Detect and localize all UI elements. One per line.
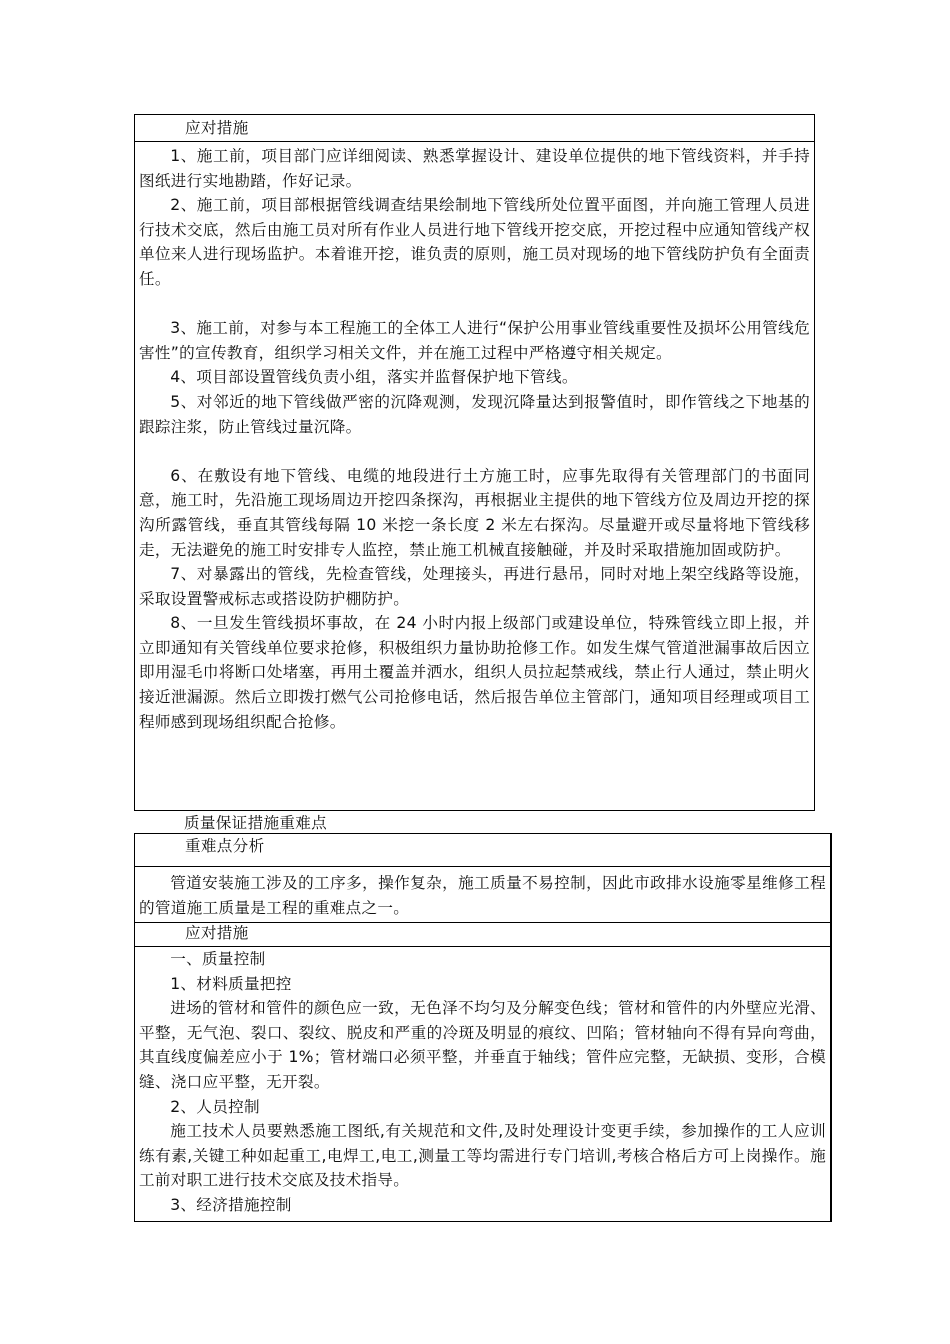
quality-title: 一、质量控制 <box>170 950 266 968</box>
section-header: 应对措施 <box>185 119 249 137</box>
material-title: 1、材料质量把控 <box>170 974 292 993</box>
personnel-text: 施工技术人员要熟悉施工图纸,有关规范和文件,及时处理设计变更手续，参加操作的工人应训练有素,关键工种如起重工,电焊工,电工,测量工等均需进行专门培训,考核合格后方可上岗操作。施工前对职工进行技术交底及技术指导。 <box>139 1122 826 1190</box>
personnel-title: 2、人员控制 <box>170 1097 260 1116</box>
measure-item-2: 2、施工前，项目部根据管线调查结果绘制地下管线所处位置平面图，并向施工管理人员进行技术交底，然后由施工员对所有作业人员进行地下管线开挖交底，开挖过程中应通知管线产权单位来人进行现场监护。本着谁开挖，谁负责的原则，施工员对现场的地下管线防护负有全面责任。 <box>139 196 810 288</box>
measure-item-5: 5、对邻近的地下管线做严密的沉降观测，发现沉降量达到报警值时，即作管线之下地基的跟踪注浆，防止管线过量沉降。 <box>139 392 810 436</box>
measure-item-7: 7、对暴露出的管线，先检查管线，处理接头，再进行悬吊，同时对地上架空线路等设施，采取设置警戒标志或搭设防护棚防护。 <box>139 565 810 608</box>
measure-item-4: 4、项目部设置管线负责小组，落实并监督保护地下管线。 <box>170 368 578 387</box>
measure-item-6: 6、在敷设有地下管线、电缆的地段进行土方施工时，应事先取得有关管理部门的书面同意，施工时，先沿施工现场周边开挖四条探沟，再根据业主提供的地下管线方位及周边开挖的探沟所露管线，垂直其管线每隔 10 米挖一条长度 2 米左右探沟。尽量避开或尽量将地下管线移走，无法避免的施工时安排专人监控，禁止施工机械直接触碰，并及时采取措施加固或防护。 <box>139 466 810 559</box>
measures-header: 应对措施 <box>185 924 249 942</box>
measures-table-2 <box>134 833 832 1222</box>
analysis-text: 管道安装施工涉及的工序多，操作复杂，施工质量不易控制，因此市政排水设施零星维修工程的管道施工质量是工程的重难点之一。 <box>139 874 826 917</box>
economic-title: 3、经济措施控制 <box>170 1195 292 1214</box>
measure-item-3: 3、施工前，对参与本工程施工的全体工人进行“保护公用事业管线重要性及损坏公用管线危害性”的宣传教育，组织学习相关文件，并在施工过程中严格遵守相关规定。 <box>139 319 810 362</box>
analysis-header: 重难点分析 <box>185 837 265 855</box>
material-text: 进场的管材和管件的颜色应一致，无色泽不均匀及分解变色线；管材和管件的内外壁应光滑、平整，无气泡、裂口、裂纹、脱皮和严重的冷斑及明显的痕纹、凹陷；管材轴向不得有异向弯曲，其直线度偏差应小于 1%；管材端口必须平整，并垂直于轴线；管件应完整，无缺损、变形，合模缝、浇口应平整，无开裂。 <box>139 999 826 1091</box>
measures-list <box>139 144 810 734</box>
measure-item-8: 8、一旦发生管线损坏事故，在 24 小时内报上级部门或建设单位，特殊管线立即上报，并立即通知有关管线单位要求抢修，积极组织力量协助抢修工作。如发生煤气管道泄漏事故后因立即用湿毛巾将断口处堵塞，再用土覆盖并洒水，组织人员拉起禁戒线，禁止行人通过，禁止明火接近泄漏源。然后立即拨打燃气公司抢修电话，然后报告单位主管部门，通知项目经理或项目工程师感到现场组织配合抢修。 <box>139 614 810 731</box>
measure-item-1: 1、施工前，项目部门应详细阅读、熟悉掌握设计、建设单位提供的地下管线资料，并手持图纸进行实地勘踏，作好记录。 <box>139 147 810 190</box>
section-title: 质量保证措施重难点 <box>184 814 328 832</box>
measures-table-1 <box>134 114 815 811</box>
quality-control <box>139 947 826 1218</box>
